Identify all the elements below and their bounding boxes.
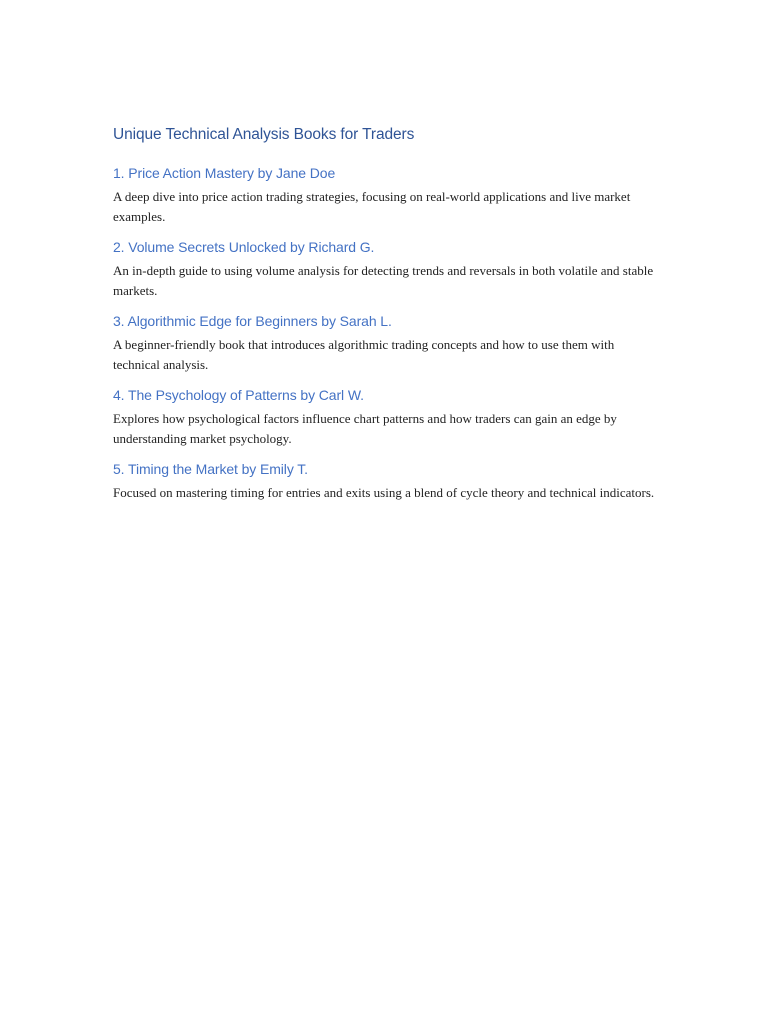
book-heading: 1. Price Action Mastery by Jane Doe xyxy=(113,165,336,181)
book-heading: 2. Volume Secrets Unlocked by Richard G. xyxy=(113,239,375,255)
book-heading: 4. The Psychology of Patterns by Carl W. xyxy=(113,387,364,403)
book-entry xyxy=(113,237,658,300)
book-entry xyxy=(113,311,658,374)
book-heading: 5. Timing the Market by Emily T. xyxy=(113,461,308,477)
document-page xyxy=(113,124,658,514)
book-description: An in-depth guide to using volume analysis for detecting trends and reversals in both volatile and stable markets. xyxy=(113,263,654,298)
book-description: Focused on mastering timing for entries and exits using a blend of cycle theory and technical indicators. xyxy=(113,485,655,500)
book-entry xyxy=(113,459,658,503)
book-description: A beginner-friendly book that introduces algorithmic trading concepts and how to use them with technical analysis. xyxy=(113,337,615,372)
book-heading: 3. Algorithmic Edge for Beginners by Sarah L. xyxy=(113,313,392,329)
book-description: A deep dive into price action trading strategies, focusing on real-world applications and live market examples. xyxy=(113,189,631,224)
book-entry xyxy=(113,163,658,226)
book-description: Explores how psychological factors influence chart patterns and how traders can gain an edge by understanding market psychology. xyxy=(113,411,617,446)
book-entry xyxy=(113,385,658,448)
document-title: Unique Technical Analysis Books for Traders xyxy=(113,126,415,143)
